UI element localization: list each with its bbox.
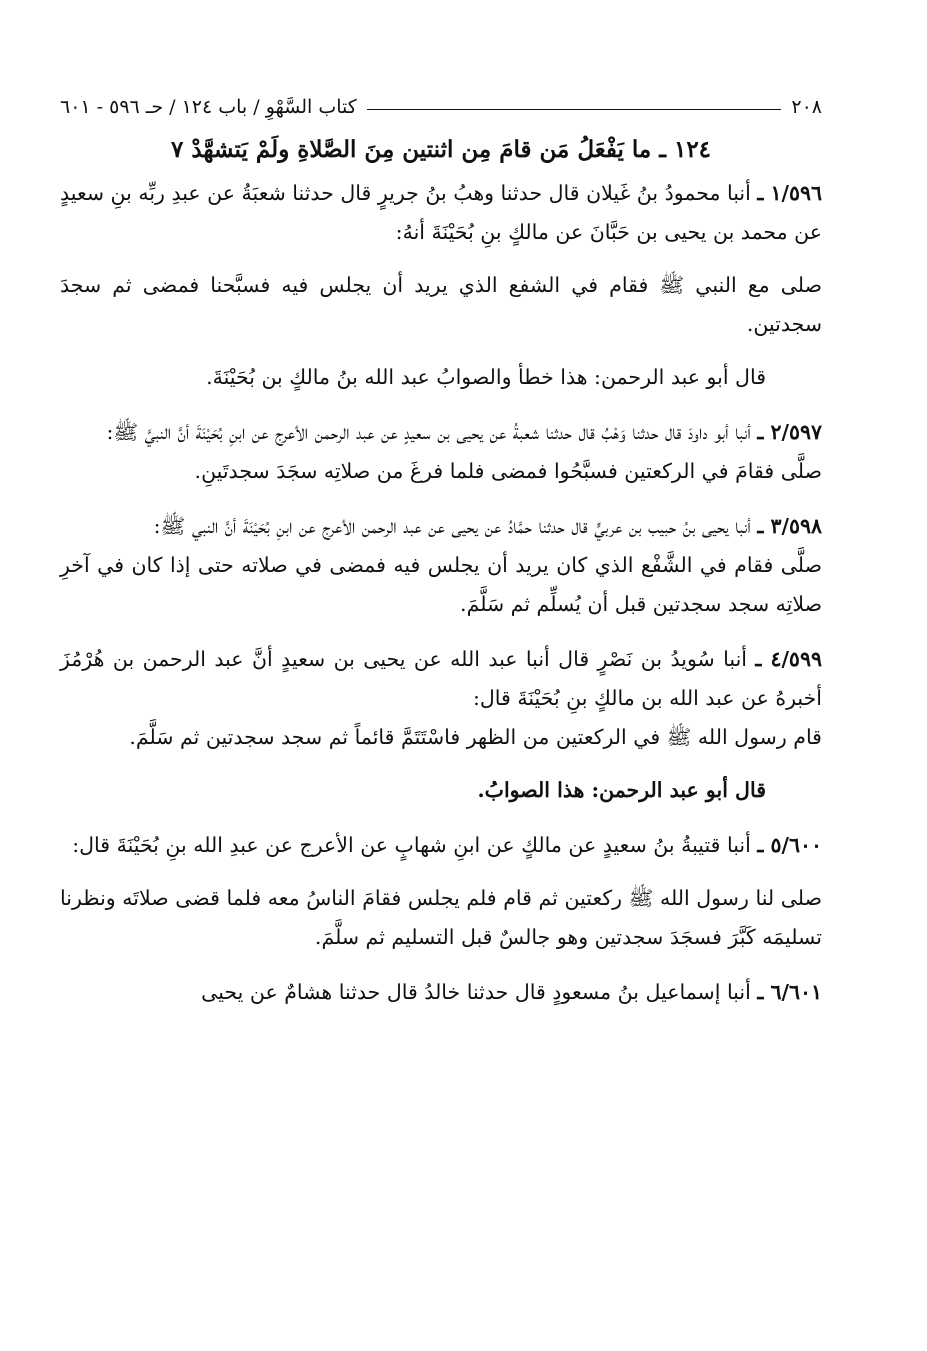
hadith-number: ٥/٦٠٠ ـ xyxy=(757,833,822,857)
hadith-number: ٣/٥٩٨ ـ xyxy=(757,514,822,538)
hadith-number: ٦/٦٠١ ـ xyxy=(757,980,822,1004)
page-number: ٢٠٨ xyxy=(791,96,822,118)
running-title: كتاب السَّهْوِ / باب ١٢٤ / حـ ٥٩٦ - ٦٠١ xyxy=(60,96,357,118)
author-note xyxy=(60,771,822,810)
hadith-isnad xyxy=(60,507,822,546)
page-header xyxy=(60,80,822,118)
hadith-number: ٢/٥٩٧ ـ xyxy=(757,420,822,444)
hadith-block xyxy=(60,826,822,971)
note-text: قال أبو عبد الرحمن: هذا الصوابُ. xyxy=(477,778,766,802)
isnad-text: أنبا يحيى بنُ حبيب بن عربيٍّ قال حدثنا حمَّادُ عن يحيى عن عبد الرحمن الأعرج عن ابنِ بُحَيْنَةَ أنَّ النبي ﷺ: xyxy=(153,514,751,538)
hadith-block xyxy=(60,507,822,638)
hadith-matn: قام رسول الله ﷺ في الركعتين من الظهر فاسْتَتَمَّ قائماً ثم سجد سجدتين ثم سَلَّمَ. xyxy=(129,725,822,749)
hadith-matn: صلى مع النبي ﷺ فقام في الشفع الذي يريد أن يجلس فيه فسبَّحنا فمضى ثم سجدَ سجدتين. xyxy=(60,273,822,336)
isnad-text: أنبا إسماعيل بنُ مسعودٍ قال حدثنا خالدُ قال حدثنا هشامٌ عن يحيى xyxy=(201,980,751,1004)
hadith-number: ١/٥٩٦ ـ xyxy=(757,181,822,205)
hadith-block xyxy=(60,973,822,1012)
hadith-block xyxy=(60,640,822,824)
hadith-isnad xyxy=(60,174,822,252)
hadith-isnad xyxy=(60,973,822,1012)
hadith-block xyxy=(60,174,822,411)
hadith-matn: صلى لنا رسول الله ﷺ ركعتين ثم قام فلم يجلس فقامَ الناسُ معه فلما قضى صلاتَه ونظرنا تسليمَه كَبَّرَ فسجَدَ سجدتين وهو جالسٌ قبل التسليم ثم سلَّمَ. xyxy=(60,886,822,949)
isnad-text: أنبا أبو داودَ قال حدثنا وَهْبُ قال حدثنا شعبةُ عن يحيى بن سعيدٍ عن عبد الرحمن الأعرج عن ابنِ بُحَيْنَةَ أنَّ النبيَّ ﷺ: xyxy=(106,420,751,444)
hadith-isnad xyxy=(60,413,822,452)
isnad-text: أنبا محمودُ بنُ غَيلان قال حدثنا وهبُ بنُ جريرٍ قال حدثنا شعبَةُ عن عبدِ ربِّه بنِ سعيدٍ عن محمد بن يحيى بن حَبَّانَ عن مالكٍ بنِ بُحَيْنَةَ أنهُ: xyxy=(60,181,822,244)
isnad-text: أنبا سُويدُ بن نَصْرٍ قال أنبا عبد الله عن يحيى بن سعيدٍ أنَّ عبد الرحمن بن هُرْمُزَ أخبرهُ عن عبد الله بن مالكٍ بنِ بُحَيْنَةَ قال: xyxy=(60,647,822,710)
isnad-text: أنبا قتيبةُ بنُ سعيدٍ عن مالكٍ عن ابنِ شهابٍ عن الأعرج عن عبدِ الله بنِ بُحَيْنَةَ قال: xyxy=(72,833,751,857)
author-note: قال أبو عبد الرحمن: هذا خطأ والصوابُ عبد الله بنُ مالكٍ بن بُحَيْنَةَ. xyxy=(206,365,766,389)
hadith-isnad xyxy=(60,640,822,718)
hadith-matn: صلَّى فقامَ في الركعتين فسبَّحُوا فمضى فلما فرغَ من صلاتِه سجَدَ سجدتَينِ. xyxy=(194,459,822,483)
chapter-title: ١٢٤ ـ ما يَفْعَلُ مَن قامَ مِن اثنتين مِنَ الصَّلاةِ ولَمْ يَتشهَّدْ ٧ xyxy=(170,136,712,163)
book-page xyxy=(60,80,822,1012)
hadith-block xyxy=(60,413,822,505)
hadith-isnad xyxy=(60,826,822,865)
header-rule xyxy=(367,109,782,110)
hadith-number: ٤/٥٩٩ ـ xyxy=(755,647,822,671)
hadith-matn: صلَّى فقام في الشَّفْع الذي كان يريد أن يجلس فيه فمضى في صلاته حتى إذا كان في آخرِ صلاتِه سجد سجدتين قبل أن يُسلِّم ثم سَلَّمَ. xyxy=(60,553,822,616)
